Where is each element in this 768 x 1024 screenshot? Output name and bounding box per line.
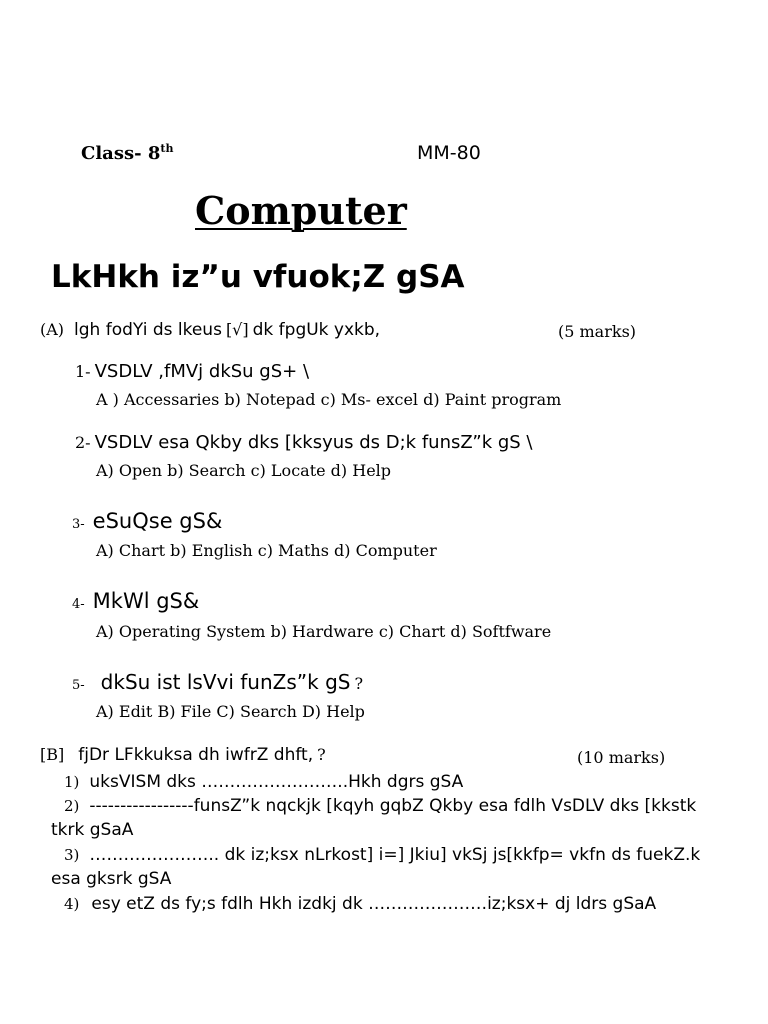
question-text: VSDLV esa Qkby dks [kksyus ds D;k funsZ”k gS \ xyxy=(94,432,533,453)
question-2 xyxy=(75,432,532,453)
fill-item-2 xyxy=(64,796,696,816)
question-3-options: A) Chart b) English c) Maths d) Computer xyxy=(96,541,437,560)
section-b-instruction xyxy=(40,745,326,765)
section-a-text: lgh fodYi ds lkeus xyxy=(74,320,222,340)
question-number: 4- xyxy=(72,597,85,612)
fill-text: uksVISM dks ……………………..Hkh dgrs gSA xyxy=(89,772,464,792)
question-3 xyxy=(72,509,222,533)
fill-text: ………………….. dk iz;ksx nLrkost] i=] Jkiu] vkSj js[kkfp= vkfn ds fuekZ.k xyxy=(89,845,701,865)
question-text: MkWl gS& xyxy=(92,589,200,613)
question-text: VSDLV ,fMVj dkSu gS+ \ xyxy=(94,361,310,382)
fill-item-1 xyxy=(64,772,463,792)
section-a-instruction xyxy=(40,320,380,340)
fill-text-continued: esa gksrk gSA xyxy=(51,869,172,889)
question-4-options: A) Operating System b) Hardware c) Chart d) Softfware xyxy=(96,622,552,641)
fill-text: -----------------funsZ”k nqckjk [kqyh gqbZ Qkby esa fdlh VsDLV dks [kkstk xyxy=(89,796,697,816)
class-label: Class- 8th xyxy=(81,142,174,164)
question-number: 2- xyxy=(75,433,91,452)
question-text: eSuQse gS& xyxy=(92,509,223,533)
question-mark: ? xyxy=(317,745,326,764)
question-4 xyxy=(72,589,199,613)
fill-number: 4) xyxy=(64,895,80,913)
fill-number: 2) xyxy=(64,797,80,815)
fill-text: esy etZ ds fy;s fdlh Hkh izdkj dk …………………iz;ksx+ dj ldrs gSaA xyxy=(91,894,657,914)
fill-number: 3) xyxy=(64,846,80,864)
section-b-marks: (10 marks) xyxy=(577,748,666,767)
question-number: 5- xyxy=(72,678,85,693)
instruction-heading: LkHkh iz”u vfuok;Z gSA xyxy=(51,259,465,295)
question-mark: ? xyxy=(354,674,364,693)
section-a-label: (A) xyxy=(40,320,65,339)
question-number: 1- xyxy=(75,362,91,381)
section-b-text: fjDr LFkkuksa dh iwfrZ dhft, xyxy=(78,745,314,765)
subject-title: Computer xyxy=(195,188,407,233)
section-a-marks: (5 marks) xyxy=(558,322,637,341)
tick-mark: [√] xyxy=(225,320,249,339)
fill-text-continued: tkrk gSaA xyxy=(51,820,134,840)
max-marks: MM-80 xyxy=(417,142,481,164)
section-a-text-end: dk fpgUk yxkb, xyxy=(252,320,381,340)
fill-item-3 xyxy=(64,845,700,865)
section-b-label: [B] xyxy=(40,745,65,764)
question-number: 3- xyxy=(72,517,85,532)
fill-item-4 xyxy=(64,894,656,914)
class-superscript: th xyxy=(160,142,174,155)
question-5 xyxy=(72,670,363,694)
question-text: dkSu ist lsVvi funZs”k gS xyxy=(100,670,351,694)
question-5-options: A) Edit B) File C) Search D) Help xyxy=(96,702,365,721)
question-2-options: A) Open b) Search c) Locate d) Help xyxy=(96,461,392,480)
fill-number: 1) xyxy=(64,773,80,791)
question-1-options: A ) Accessaries b) Notepad c) Ms- excel d) Paint program xyxy=(96,390,562,409)
question-1 xyxy=(75,361,309,382)
